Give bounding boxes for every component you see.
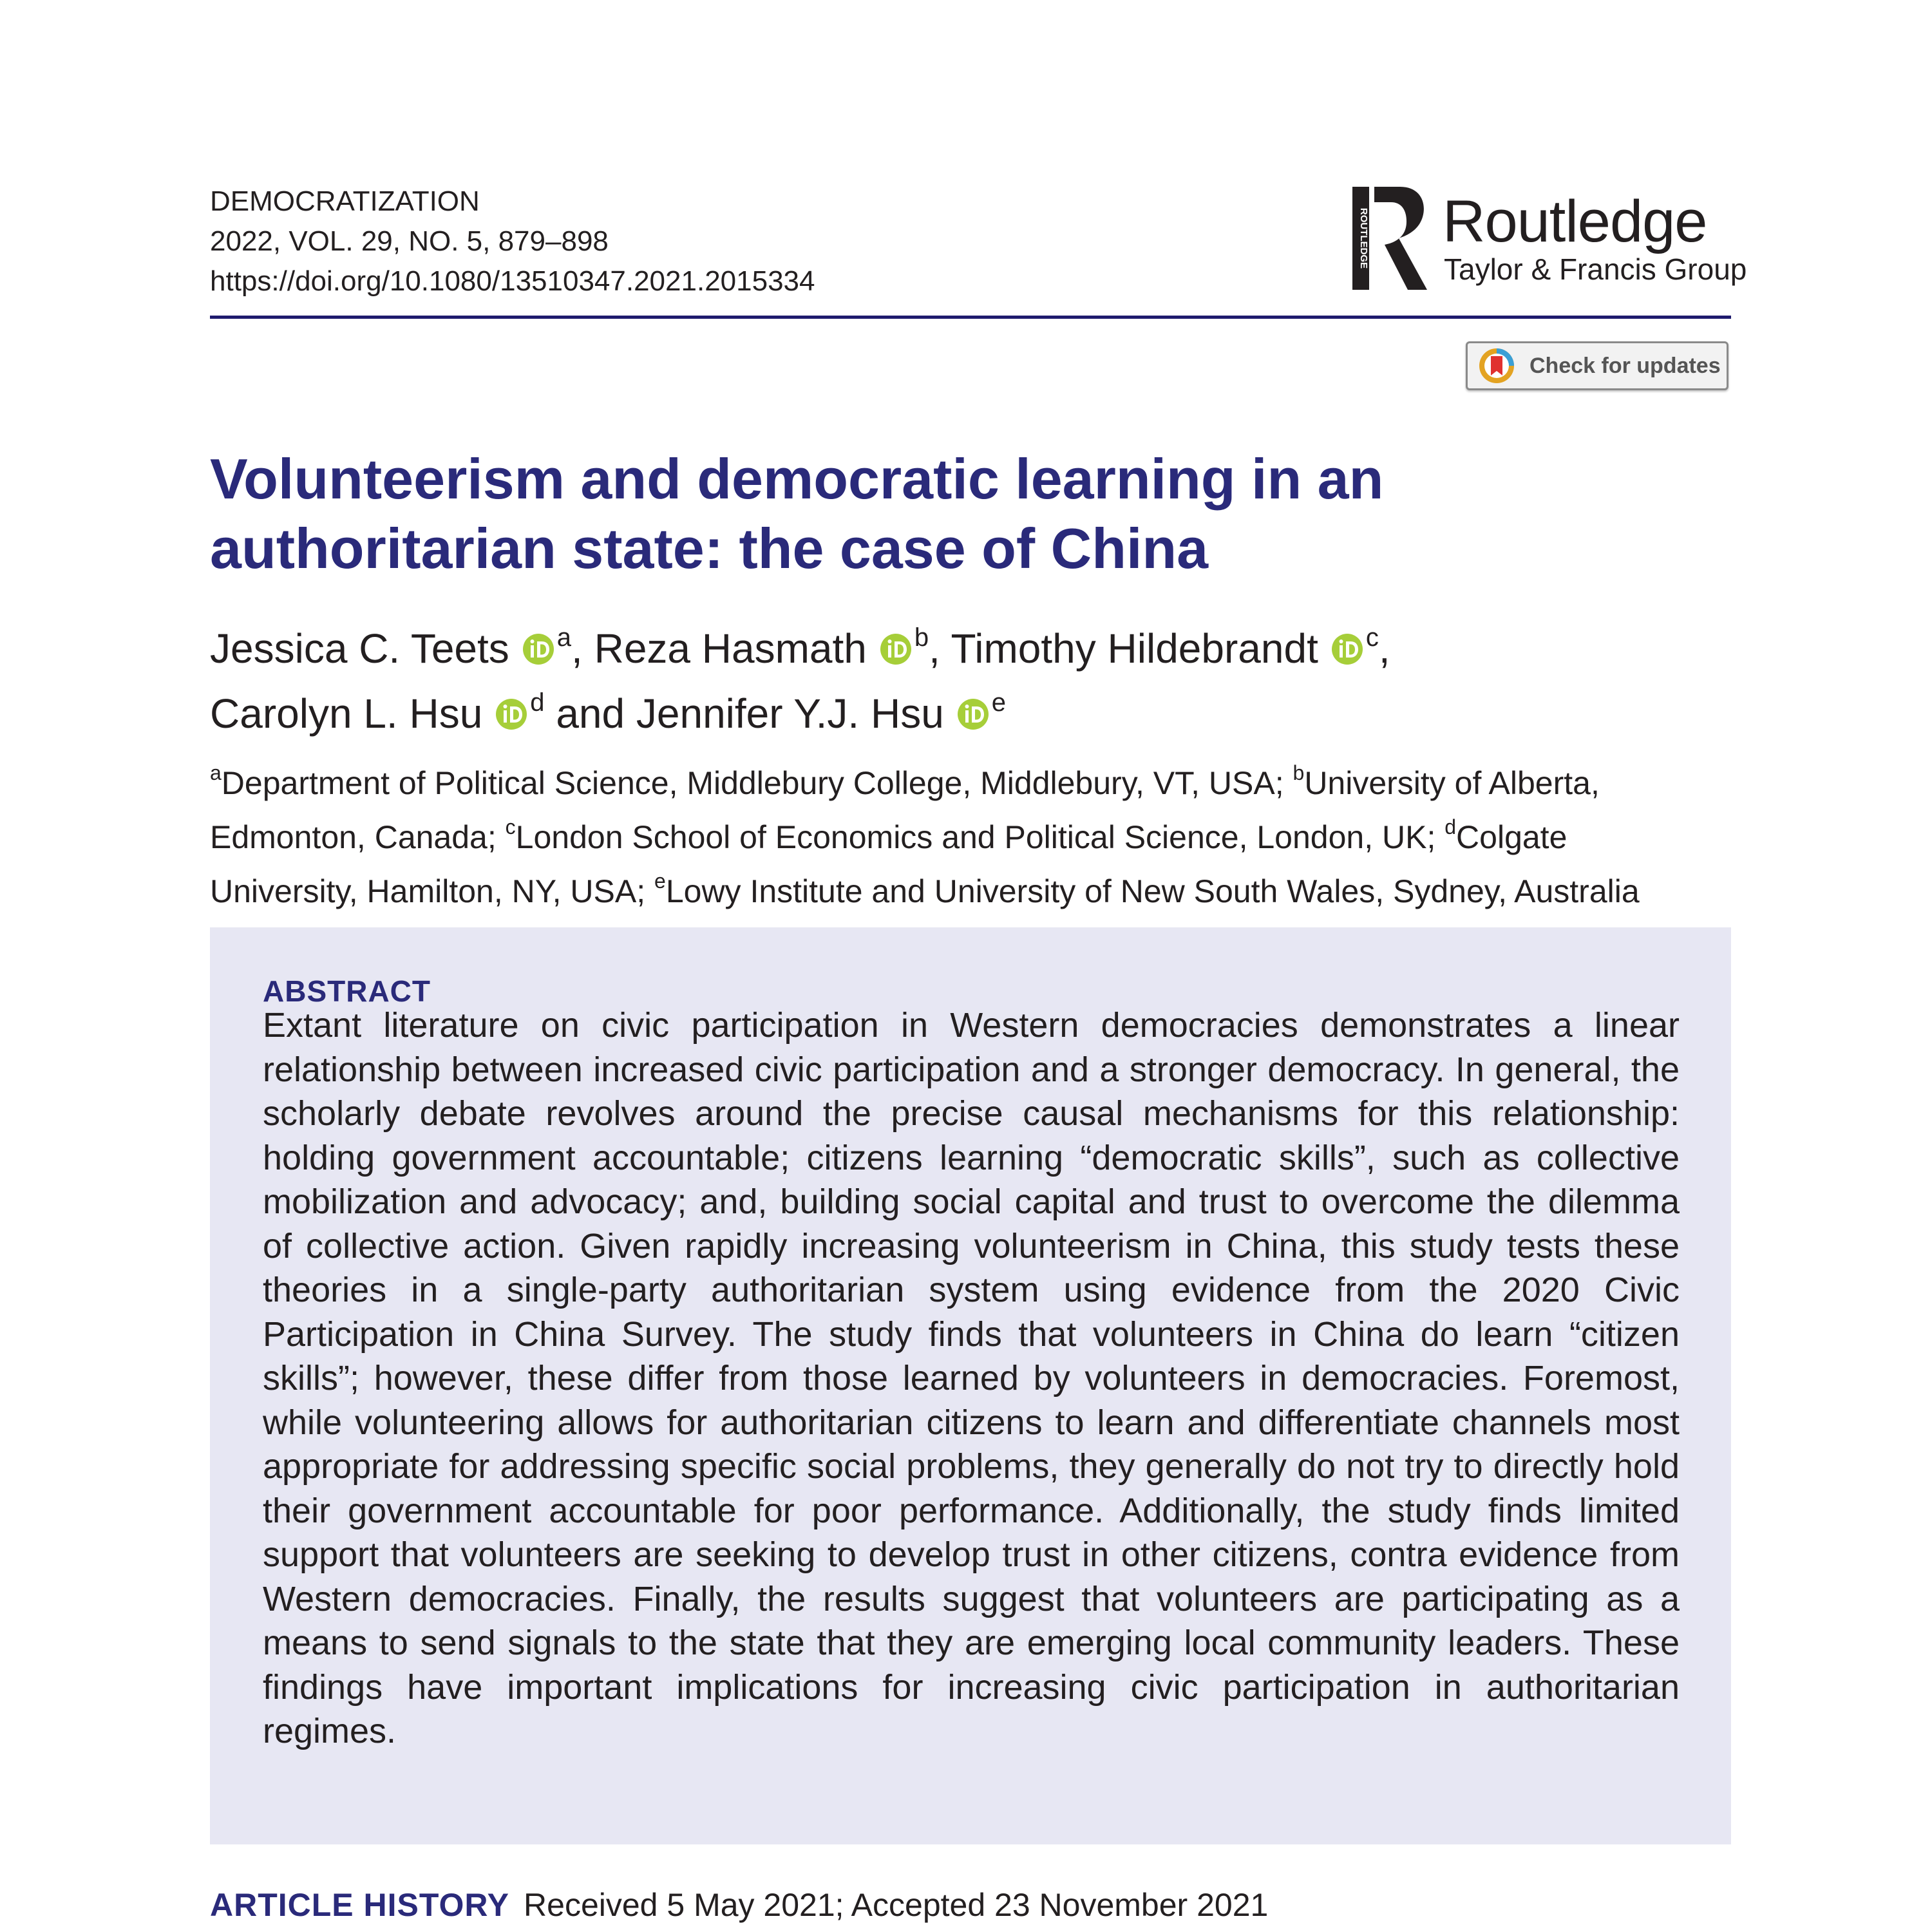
orcid-icon[interactable] (522, 633, 554, 665)
affiliation-d: Colgate (1456, 819, 1567, 855)
author-affil-sup: a (556, 623, 572, 652)
orcid-icon[interactable] (1331, 633, 1363, 665)
header-rule (210, 316, 1731, 319)
author-name: Reza Hasmath (594, 625, 867, 672)
abstract-box (210, 927, 1731, 1844)
journal-volume: 2022, VOL. 29, NO. 5, 879–898 (210, 225, 609, 257)
affiliation-b: University of Alberta, (1304, 765, 1600, 801)
affiliations: $^a$Department of Political Science, Middlebury College, Middlebury, VT, USA; $^b$University of Alberta, Edmonton, Canada; $^c$London School of Economics and Political Science, London, UK; $^d$Colgate University, Hamilton, NY, USA; $^e$Lowy Institute and University of New South Wales, Sydney, Australia (210, 761, 1640, 909)
affiliation-c: London School of Economics and Political Science, London, UK; (515, 819, 1436, 855)
orcid-icon[interactable] (880, 633, 912, 665)
author-affil-sup: d (530, 688, 545, 717)
author-affil-sup: e (991, 688, 1007, 717)
author-separator-and: and (556, 690, 625, 737)
orcid-icon[interactable] (495, 698, 527, 730)
author-name: Carolyn L. Hsu (210, 690, 483, 737)
article-history (210, 1886, 1268, 1924)
author-name: Jessica C. Teets (210, 625, 509, 672)
affiliation-a: Department of Political Science, Middlebury College, Middlebury, VT, USA; (221, 765, 1284, 801)
author-name: Jennifer Y.J. Hsu (636, 690, 944, 737)
orcid-icon[interactable] (957, 698, 989, 730)
title-line-1: Volunteerism and democratic learning in an (210, 447, 1384, 511)
affiliation-e: Lowy Institute and University of New South Wales, Sydney, Australia (665, 873, 1640, 909)
publisher-group: Taylor & Francis Group (1444, 252, 1747, 286)
title-line-2: authoritarian state: the case of China (210, 516, 1209, 580)
author-name: Timothy Hildebrandt (951, 625, 1318, 672)
author-affil-sup: b (914, 623, 929, 652)
doi-link[interactable]: https://doi.org/10.1080/13510347.2021.2015334 (210, 265, 815, 297)
journal-name: DEMOCRATIZATION (210, 185, 480, 217)
crossmark-icon (1478, 347, 1515, 384)
check-for-updates-button[interactable] (1466, 341, 1728, 390)
article-title (210, 444, 1691, 583)
publisher-name: Routledge (1443, 189, 1707, 254)
abstract-text: Extant literature on civic participation in Western democracies demonstrates a linear relationship between increased civic participation and a stronger democracy. In general, the scholarly debate revolves around the precise causal mechanisms for this relationship: holding government accountable; citizens learning “democratic skills”, such as collective mobilization and advocacy; and, building social capital and trust to overcome the dilemma of collective action. Given rapidly increasing volunteerism in China, this study tests these theories in a single-party authoritarian system using evidence from the 2020 Civic Participation in China Survey. The study finds that volunteers in China do learn “citizen skills”; however, these differ from those learned by volunteers in democracies. Foremost, while volunteering allows for authoritarian citizens to learn and differentiate channels most appropriate for addressing specific social problems, they generally do not try to directly hold their government accountable for poor performance. Additionally, the study finds limited support that volunteers are seeking to develop trust in other citizens, contra evidence from Western democracies. Finally, the results suggest that volunteers are participating as a means to send signals to the state that they are emerging local community leaders. These findings have important implications for increasing civic participation in authoritarian regimes. (263, 1006, 1680, 1750)
author-affil-sup: c (1365, 623, 1379, 652)
author-list: Jessica C. Teets $^a$, Reza Hasmath $^b$, Timothy Hildebrandt $^c$, Carolyn L. Hsu $^d$ and Jennifer Y.J. Hsu $^e$ (210, 623, 1390, 737)
affiliation-b-cont: Edmonton, Canada; (210, 819, 497, 855)
routledge-vertical-text: ROUTLEDGE (1358, 207, 1369, 269)
routledge-r-icon (1352, 184, 1430, 294)
abstract-heading: ABSTRACT (263, 974, 431, 1008)
article-history-label: ARTICLE HISTORY (210, 1887, 510, 1923)
journal-info (210, 182, 815, 301)
check-for-updates-label: Check for updates (1530, 353, 1721, 378)
routledge-logo (1352, 184, 1747, 294)
article-history-dates: Received 5 May 2021; Accepted 23 November 2021 (524, 1887, 1269, 1923)
affiliation-d-cont: University, Hamilton, NY, USA; (210, 873, 646, 909)
